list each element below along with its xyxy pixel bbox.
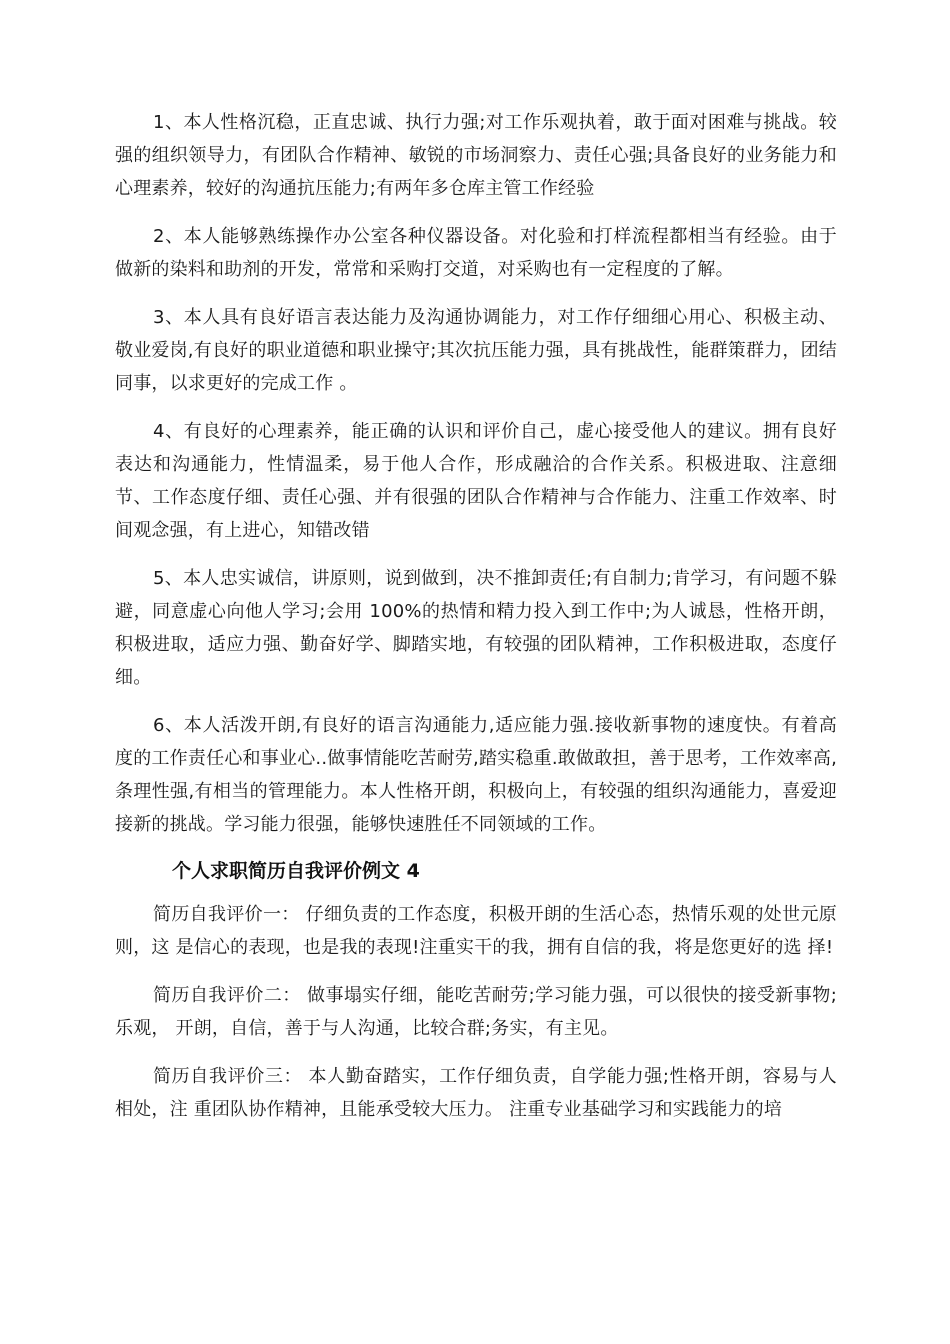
paragraph-2: 2、本人能够熟练操作办公室各种仪器设备。对化验和打样流程都相当有经验。由于做新的染料和助剂的开发，常常和采购打交道，对采购也有一定程度的了解。 xyxy=(115,226,837,280)
self-evaluation-1: 简历自我评价一： 仔细负责的工作态度，积极开朗的生活心态，热情乐观的处世元原则，这 是信心的表现，也是我的表现!注重实干的我，拥有自信的我，将是您更好的选 择! xyxy=(115,904,837,958)
paragraph-6: 6、本人活泼开朗,有良好的语言沟通能力,适应能力强.接收新事物的速度快。有着高度的工作责任心和事业心..做事情能吃苦耐劳,踏实稳重.敢做敢担，善于思考，工作效率高,条理性强,有相当的管理能力。本人性格开朗，积极向上，有较强的组织沟通能力，喜爱迎接新的挑战。学习能力很强，能够快速胜任不同领域的工作。 xyxy=(115,715,837,835)
self-evaluation-2: 简历自我评价二： 做事塌实仔细，能吃苦耐劳;学习能力强，可以很快的接受新事物;乐观， 开朗，自信，善于与人沟通，比较合群;务实，有主见。 xyxy=(115,985,837,1039)
document-page xyxy=(115,106,837,1141)
paragraph-3: 3、本人具有良好语言表达能力及沟通协调能力，对工作仔细细心用心、积极主动、敬业爱岗,有良好的职业道德和职业操守;其次抗压能力强，具有挑战性，能群策群力，团结同事，以求更好的完成工作 。 xyxy=(115,307,837,394)
paragraph-1: 1、本人性格沉稳，正直忠诚、执行力强;对工作乐观执着，敢于面对困难与挑战。较强的组织领导力，有团队合作精神、敏锐的市场洞察力、责任心强;具备良好的业务能力和心理素养，较好的沟通抗压能力;有两年多仓库主管工作经验 xyxy=(115,112,837,199)
section-heading: 个人求职简历自我评价例文 4 xyxy=(172,860,420,882)
self-evaluation-3: 简历自我评价三： 本人勤奋踏实，工作仔细负责，自学能力强;性格开朗，容易与人相处，注 重团队协作精神，且能承受较大压力。 注重专业基础学习和实践能力的培 xyxy=(115,1066,837,1120)
paragraph-5: 5、本人忠实诚信，讲原则，说到做到，决不推卸责任;有自制力;肯学习，有问题不躲避，同意虚心向他人学习;会用 100%的热情和精力投入到工作中;为人诚恳，性格开朗，积极进取，适应力强、勤奋好学、脚踏实地，有较强的团队精神，工作积极进取，态度仔细。 xyxy=(115,568,837,688)
paragraph-4: 4、有良好的心理素养，能正确的认识和评价自己，虚心接受他人的建议。拥有良好表达和沟通能力，性情温柔，易于他人合作，形成融洽的合作关系。积极进取、注意细节、工作态度仔细、责任心强、并有很强的团队合作精神与合作能力、注重工作效率、时间观念强，有上进心，知错改错 xyxy=(115,421,837,541)
